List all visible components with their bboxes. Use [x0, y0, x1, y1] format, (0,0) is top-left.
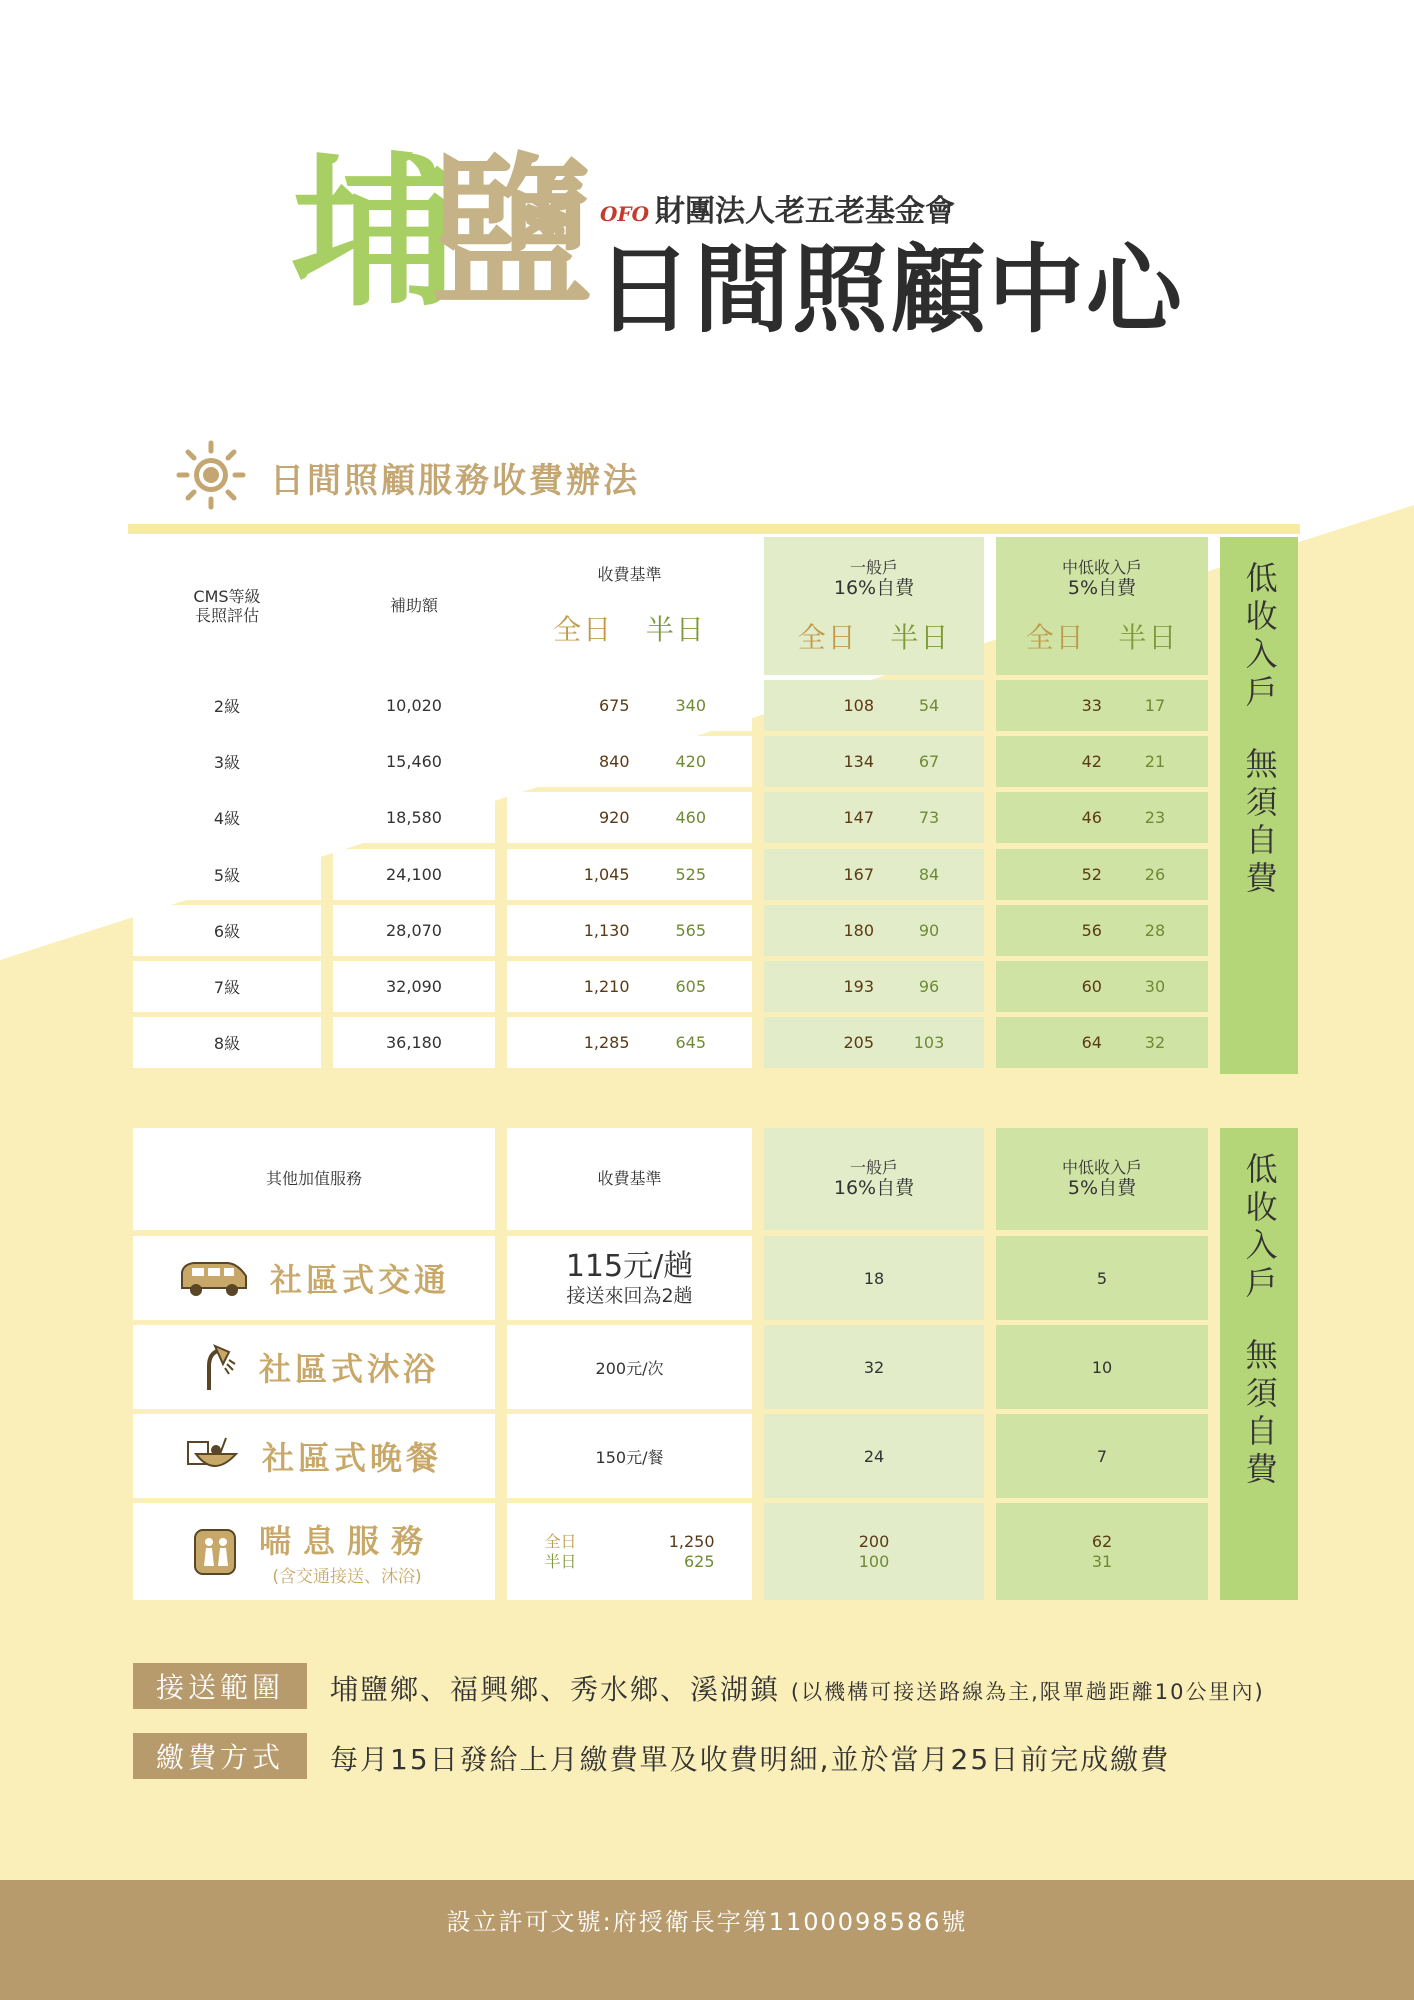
fee-level-value: 2級 [213, 697, 241, 716]
fee-midlow-cell [996, 736, 1208, 787]
fee-level-cell [133, 1017, 321, 1068]
fee-general-cell [764, 961, 984, 1012]
service-row-respite [133, 1503, 495, 1600]
fee-subsidy-value: 15,460 [386, 752, 442, 771]
respite-general-full: 200 [858, 1532, 890, 1552]
fee-standard-full-value: 1,210 [583, 977, 630, 996]
fee-general-half-value: 96 [918, 977, 940, 996]
header-service-general-label: 一般戶 [849, 1158, 898, 1177]
respite-name-block [259, 1516, 435, 1587]
footer-bar [0, 1880, 1414, 2000]
fee-subsidy-cell [333, 961, 495, 1012]
fee-general-cell [764, 736, 984, 787]
fee-general-cell [764, 680, 984, 731]
header-midlow-sub: 5%自費 [1067, 576, 1137, 599]
service-midlow-respite [996, 1503, 1208, 1600]
fee-general-full-value: 205 [843, 1033, 874, 1052]
sun-icon [176, 440, 246, 510]
section-title: 日間照顧服務收費辦法 [270, 461, 640, 501]
fee-level-value: 5級 [213, 866, 241, 885]
label-half: 半日 [645, 613, 706, 646]
fee-general-full-value: 147 [843, 808, 874, 827]
fee-level-value: 3級 [213, 753, 241, 772]
fee-standard-half-value: 645 [675, 1033, 707, 1052]
respite-midlow-half: 31 [1091, 1551, 1113, 1571]
header-service-general [764, 1128, 984, 1230]
header-midlow-fullhalf [1026, 621, 1179, 655]
org-logo-mark: OFO [600, 202, 650, 226]
fee-standard-full-value: 840 [598, 752, 630, 771]
fee-subsidy-value: 28,070 [386, 921, 442, 940]
fee-standard-half-value: 340 [675, 696, 707, 715]
fee-general-cell [764, 905, 984, 956]
respite-full-line [545, 1532, 715, 1551]
fee-midlow-half-value: 32 [1144, 1033, 1166, 1052]
header-level-line1: CMS等級 [193, 586, 261, 606]
page-title: 日間照顧中心 [596, 234, 1184, 346]
header-service-midlow-sub: 5%自費 [1067, 1177, 1137, 1200]
logo-char-yan: 鹽 [430, 138, 595, 329]
header-service-general-sub: 16%自費 [833, 1177, 915, 1200]
fee-subsidy-value: 36,180 [386, 1033, 442, 1052]
low-income-label: 低收入戶 [1240, 561, 1279, 713]
respite-icon [193, 1528, 237, 1576]
fee-midlow-cell [996, 1017, 1208, 1068]
service-midlow-bath: 10 [996, 1325, 1208, 1409]
header-standard [507, 537, 752, 675]
header-general-label: 一般戶 [849, 557, 898, 577]
fee-standard-cell [507, 1017, 752, 1068]
fee-general-full-value: 108 [843, 696, 874, 715]
label-full: 全日 [797, 620, 858, 654]
respite-half-line [545, 1552, 715, 1571]
header-service-standard: 收費基準 [507, 1128, 752, 1230]
fee-standard-full-value: 1,130 [583, 921, 630, 940]
pickup-range-text [330, 1668, 1265, 1708]
org-name [600, 186, 955, 230]
fee-level-value: 7級 [213, 978, 241, 997]
fee-standard-half-value: 460 [675, 808, 707, 827]
service-general-meal: 24 [764, 1414, 984, 1498]
service-row-meal [133, 1414, 495, 1498]
fee-general-full-value: 167 [843, 865, 874, 884]
header-service-midlow [996, 1128, 1208, 1230]
label-half: 半日 [1118, 620, 1179, 654]
respite-full-value: 1,250 [668, 1532, 715, 1552]
org-name-text: 財團法人老五老基金會 [655, 194, 956, 229]
van-icon [178, 1258, 250, 1298]
fee-standard-cell [507, 905, 752, 956]
service-std-bath: 200元/次 [507, 1325, 752, 1409]
fee-subsidy-value: 24,100 [386, 865, 442, 884]
fee-general-full-value: 193 [843, 977, 874, 996]
fee-midlow-cell [996, 905, 1208, 956]
service-general-transport: 18 [764, 1236, 984, 1320]
service-low-income-column [1220, 1128, 1298, 1600]
fee-standard-full-value: 1,285 [583, 1033, 630, 1052]
header-general-title [834, 558, 914, 600]
fee-subsidy-value: 10,020 [386, 696, 442, 715]
fee-general-half-value: 103 [913, 1033, 945, 1052]
fee-standard-half-value: 525 [675, 865, 707, 884]
respite-general-half: 100 [858, 1551, 890, 1571]
fee-general-full-value: 180 [843, 921, 874, 940]
header-midlow-title [1062, 558, 1142, 600]
fee-midlow-full-value: 33 [1081, 696, 1102, 715]
fee-level-cell [133, 849, 321, 900]
fee-level-cell [133, 736, 321, 787]
pickup-range-main: 埔鹽鄉、福興鄉、秀水鄉、溪湖鎮 [330, 1673, 781, 1706]
label-full: 全日 [1025, 620, 1086, 654]
pickup-range-small: (以機構可接送路線為主,限單趟距離10公里內) [790, 1680, 1265, 1704]
fee-midlow-half-value: 21 [1144, 752, 1166, 771]
header-service: 其他加值服務 [133, 1128, 495, 1230]
fee-subsidy-value: 32,090 [386, 977, 442, 996]
fee-standard-cell [507, 849, 752, 900]
pickup-range-tag: 接送範圍 [133, 1663, 307, 1709]
payment-method-text: 每月15日發給上月繳費單及收費明細,並於當月25日前完成繳費 [330, 1743, 1171, 1776]
service-std-meal: 150元/餐 [507, 1414, 752, 1498]
fee-general-half-value: 67 [918, 752, 940, 771]
fee-midlow-cell [996, 961, 1208, 1012]
respite-midlow-full: 62 [1091, 1532, 1113, 1552]
service-row-transport [133, 1236, 495, 1320]
service-midlow-meal: 7 [996, 1414, 1208, 1498]
fee-standard-half-value: 565 [675, 921, 707, 940]
fee-level-value: 8級 [213, 1034, 241, 1053]
header-service-midlow-label: 中低收入戶 [1061, 1158, 1142, 1177]
fee-general-half-value: 54 [918, 696, 940, 715]
fee-standard-full-value: 675 [598, 696, 630, 715]
fee-level-value: 4級 [213, 809, 241, 828]
header-general-fullhalf [798, 621, 951, 655]
fee-midlow-full-value: 60 [1081, 977, 1102, 996]
logo-char-pu: 埔 [292, 138, 451, 329]
fee-general-full-value: 134 [843, 752, 874, 771]
service-name-transport: 社區式交通 [269, 1261, 450, 1299]
license-number: 設立許可文號:府授衛長字第1100098586號 [446, 1908, 968, 1936]
fee-midlow-full-value: 42 [1081, 752, 1102, 771]
shower-icon [189, 1342, 239, 1392]
fee-standard-half-value: 605 [675, 977, 707, 996]
fee-subsidy-cell [333, 792, 495, 843]
fee-standard-cell [507, 792, 752, 843]
service-std-respite [507, 1503, 752, 1600]
table-top-bar [128, 524, 1300, 534]
fee-general-half-value: 84 [918, 865, 940, 884]
fee-level-cell [133, 905, 321, 956]
service-std-transport [507, 1236, 752, 1320]
service-name-meal: 社區式晚餐 [261, 1439, 442, 1477]
fee-midlow-full-value: 52 [1081, 865, 1102, 884]
service-name-bath: 社區式沐浴 [258, 1350, 439, 1388]
service-general-respite [764, 1503, 984, 1600]
service-no-fee-label: 無須自費 [1240, 1338, 1279, 1490]
fee-level-value: 6級 [213, 922, 241, 941]
service-row-bath [133, 1325, 495, 1409]
payment-method-tag: 繳費方式 [133, 1733, 307, 1779]
fee-general-half-value: 73 [918, 808, 940, 827]
fee-standard-full-value: 1,045 [583, 865, 630, 884]
header-midlow-label: 中低收入戶 [1061, 557, 1142, 577]
service-std-transport-sub: 接送來回為2趟 [566, 1284, 693, 1307]
no-fee-label: 無須自費 [1240, 747, 1279, 899]
fee-midlow-cell [996, 680, 1208, 731]
fee-midlow-half-value: 28 [1144, 921, 1166, 940]
header-level [133, 537, 321, 675]
fee-midlow-half-value: 23 [1144, 808, 1166, 827]
fee-subsidy-value: 18,580 [386, 808, 442, 827]
fee-general-cell [764, 1017, 984, 1068]
header-midlow [996, 537, 1208, 675]
service-name-respite-sub: (含交通接送、沐浴) [272, 1567, 422, 1587]
low-income-column [1220, 537, 1298, 1074]
service-low-income-label: 低收入戶 [1240, 1152, 1279, 1304]
fee-subsidy-cell [333, 680, 495, 731]
fee-midlow-cell [996, 792, 1208, 843]
fee-standard-full-value: 920 [598, 808, 630, 827]
header-general-sub: 16%自費 [833, 576, 915, 599]
fee-midlow-full-value: 46 [1081, 808, 1102, 827]
label-full: 全日 [553, 613, 614, 646]
service-name-respite: 喘息服務 [258, 1522, 435, 1560]
meal-icon [186, 1434, 242, 1478]
fee-subsidy-cell [333, 736, 495, 787]
fee-standard-cell [507, 961, 752, 1012]
fee-standard-half-value: 420 [675, 752, 707, 771]
fee-subsidy-cell [333, 1017, 495, 1068]
header-subsidy: 補助額 [333, 537, 495, 675]
header-level-line2: 長照評估 [194, 606, 259, 625]
fee-general-cell [764, 849, 984, 900]
fee-subsidy-cell [333, 905, 495, 956]
header-standard-fullhalf [553, 613, 706, 647]
fee-level-cell [133, 680, 321, 731]
fee-midlow-full-value: 64 [1081, 1033, 1102, 1052]
service-std-transport-value: 115元/趟 [565, 1248, 694, 1284]
fee-midlow-half-value: 17 [1144, 696, 1166, 715]
fee-subsidy-cell [333, 849, 495, 900]
fee-midlow-full-value: 56 [1081, 921, 1102, 940]
respite-half-value: 625 [683, 1551, 715, 1571]
header-general [764, 537, 984, 675]
fee-general-cell [764, 792, 984, 843]
fee-midlow-cell [996, 849, 1208, 900]
respite-half-label: 半日 [544, 1551, 577, 1571]
fee-general-half-value: 90 [918, 921, 940, 940]
service-midlow-transport: 5 [996, 1236, 1208, 1320]
fee-midlow-half-value: 26 [1144, 865, 1166, 884]
header-standard-title: 收費基準 [597, 565, 662, 585]
fee-standard-cell [507, 680, 752, 731]
respite-full-label: 全日 [544, 1532, 577, 1552]
label-half: 半日 [890, 620, 951, 654]
fee-midlow-half-value: 30 [1144, 977, 1166, 996]
service-general-bath: 32 [764, 1325, 984, 1409]
fee-level-cell [133, 792, 321, 843]
fee-standard-cell [507, 736, 752, 787]
fee-level-cell [133, 961, 321, 1012]
